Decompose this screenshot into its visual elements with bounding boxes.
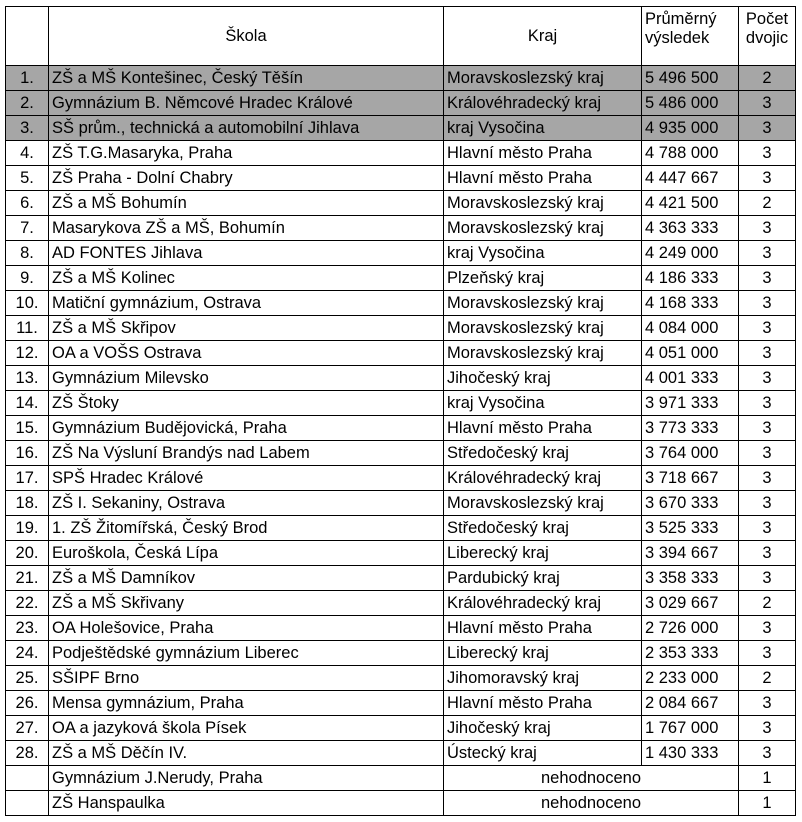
school-cell: ZŠ a MŠ Skřipov <box>49 316 444 341</box>
rank-cell: 2. <box>6 91 49 116</box>
pair-count-cell: 3 <box>739 516 796 541</box>
school-cell: OA a VOŠS Ostrava <box>49 341 444 366</box>
rank-cell: 13. <box>6 366 49 391</box>
region-cell: Moravskoslezský kraj <box>444 291 642 316</box>
school-cell: ZŠ Štoky <box>49 391 444 416</box>
rank-cell: 11. <box>6 316 49 341</box>
table-row <box>6 91 796 116</box>
results-table <box>5 6 796 816</box>
header-average-score-line2: výsledek <box>645 29 710 47</box>
region-cell: Středočeský kraj <box>444 516 642 541</box>
table-row <box>6 666 796 691</box>
table-row <box>6 616 796 641</box>
header-average-score <box>642 7 739 66</box>
region-cell: Hlavní město Praha <box>444 141 642 166</box>
header-average-score-line1: Průměrný <box>645 10 717 28</box>
table-row <box>6 166 796 191</box>
school-cell: ZŠ a MŠ Bohumín <box>49 191 444 216</box>
rank-cell: 18. <box>6 491 49 516</box>
header-rank <box>6 7 49 66</box>
rank-cell: 20. <box>6 541 49 566</box>
average-score-cell: 4 186 333 <box>642 266 739 291</box>
table-row <box>6 316 796 341</box>
school-cell: SPŠ Hradec Králové <box>49 466 444 491</box>
rank-cell: 22. <box>6 591 49 616</box>
average-score-cell: 3 773 333 <box>642 416 739 441</box>
rank-cell <box>6 766 49 791</box>
rank-cell: 21. <box>6 566 49 591</box>
pair-count-cell: 2 <box>739 666 796 691</box>
pair-count-cell: 1 <box>739 791 796 816</box>
region-cell: kraj Vysočina <box>444 116 642 141</box>
pair-count-cell: 3 <box>739 691 796 716</box>
school-cell: AD FONTES Jihlava <box>49 241 444 266</box>
school-cell: Gymnázium J.Nerudy, Praha <box>49 766 444 791</box>
region-cell: Hlavní město Praha <box>444 166 642 191</box>
rank-cell: 23. <box>6 616 49 641</box>
table-row <box>6 441 796 466</box>
header-pair-count <box>739 7 796 66</box>
table-row <box>6 266 796 291</box>
pair-count-cell: 3 <box>739 616 796 641</box>
table-row <box>6 216 796 241</box>
rank-cell: 9. <box>6 266 49 291</box>
school-cell: ZŠ Na Výsluní Brandýs nad Labem <box>49 441 444 466</box>
school-cell: OA Holešovice, Praha <box>49 616 444 641</box>
pair-count-cell: 3 <box>739 416 796 441</box>
average-score-cell: 3 670 333 <box>642 491 739 516</box>
table-row <box>6 116 796 141</box>
average-score-cell: 5 486 000 <box>642 91 739 116</box>
table-row <box>6 291 796 316</box>
table-row-unevaluated <box>6 791 796 816</box>
pair-count-cell: 3 <box>739 491 796 516</box>
pair-count-cell: 3 <box>739 216 796 241</box>
table-row <box>6 741 796 766</box>
table-row <box>6 541 796 566</box>
rank-cell: 24. <box>6 641 49 666</box>
school-cell: ZŠ a MŠ Kontešinec, Český Těšín <box>49 66 444 91</box>
pair-count-cell: 3 <box>739 316 796 341</box>
school-cell: SŠIPF Brno <box>49 666 444 691</box>
pair-count-cell: 3 <box>739 716 796 741</box>
region-cell: kraj Vysočina <box>444 391 642 416</box>
pair-count-cell: 3 <box>739 241 796 266</box>
table-row <box>6 66 796 91</box>
region-cell: Moravskoslezský kraj <box>444 191 642 216</box>
school-cell: Gymnázium B. Němcové Hradec Králové <box>49 91 444 116</box>
region-cell: Ústecký kraj <box>444 741 642 766</box>
rank-cell: 28. <box>6 741 49 766</box>
average-score-cell: 4 249 000 <box>642 241 739 266</box>
table-row <box>6 566 796 591</box>
school-cell: ZŠ a MŠ Damníkov <box>49 566 444 591</box>
school-cell: ZŠ I. Sekaniny, Ostrava <box>49 491 444 516</box>
average-score-cell: 4 447 667 <box>642 166 739 191</box>
table-row <box>6 641 796 666</box>
region-cell: Jihočeský kraj <box>444 366 642 391</box>
rank-cell: 1. <box>6 66 49 91</box>
region-cell: Liberecký kraj <box>444 541 642 566</box>
average-score-cell: 4 001 333 <box>642 366 739 391</box>
table-row <box>6 141 796 166</box>
header-row <box>6 7 796 66</box>
region-cell: Moravskoslezský kraj <box>444 66 642 91</box>
average-score-cell: 4 788 000 <box>642 141 739 166</box>
rank-cell <box>6 791 49 816</box>
region-cell: Středočeský kraj <box>444 441 642 466</box>
school-cell: Gymnázium Milevsko <box>49 366 444 391</box>
header-pair-count-line1: Počet <box>745 10 789 28</box>
region-cell: Jihočeský kraj <box>444 716 642 741</box>
average-score-cell: 4 421 500 <box>642 191 739 216</box>
pair-count-cell: 3 <box>739 166 796 191</box>
pair-count-cell: 3 <box>739 116 796 141</box>
rank-cell: 10. <box>6 291 49 316</box>
pair-count-cell: 3 <box>739 141 796 166</box>
rank-cell: 19. <box>6 516 49 541</box>
region-cell: Hlavní město Praha <box>444 616 642 641</box>
school-cell: Gymnázium Budějovická, Praha <box>49 416 444 441</box>
school-cell: Euroškola, Česká Lípa <box>49 541 444 566</box>
region-cell: Pardubický kraj <box>444 566 642 591</box>
rank-cell: 16. <box>6 441 49 466</box>
region-cell: Moravskoslezský kraj <box>444 216 642 241</box>
header-pair-count-line2: dvojic <box>745 29 789 47</box>
rank-cell: 6. <box>6 191 49 216</box>
table-row <box>6 391 796 416</box>
average-score-cell: 2 353 333 <box>642 641 739 666</box>
rank-cell: 15. <box>6 416 49 441</box>
table-row <box>6 691 796 716</box>
region-cell: Hlavní město Praha <box>444 691 642 716</box>
region-cell: Jihomoravský kraj <box>444 666 642 691</box>
table-row <box>6 366 796 391</box>
pair-count-cell: 3 <box>739 466 796 491</box>
rank-cell: 25. <box>6 666 49 691</box>
pair-count-cell: 3 <box>739 266 796 291</box>
average-score-cell: 3 394 667 <box>642 541 739 566</box>
region-cell: Moravskoslezský kraj <box>444 341 642 366</box>
average-score-cell: 3 525 333 <box>642 516 739 541</box>
rank-cell: 14. <box>6 391 49 416</box>
pair-count-cell: 2 <box>739 66 796 91</box>
pair-count-cell: 2 <box>739 191 796 216</box>
average-score-cell: 3 764 000 <box>642 441 739 466</box>
average-score-cell: 1 430 333 <box>642 741 739 766</box>
school-cell: Matiční gymnázium, Ostrava <box>49 291 444 316</box>
region-cell: kraj Vysočina <box>444 241 642 266</box>
average-score-cell: 1 767 000 <box>642 716 739 741</box>
table-row-unevaluated <box>6 766 796 791</box>
pair-count-cell: 2 <box>739 591 796 616</box>
school-cell: SŠ prům., technická a automobilní Jihlava <box>49 116 444 141</box>
table-row <box>6 716 796 741</box>
school-cell: ZŠ a MŠ Děčín IV. <box>49 741 444 766</box>
rank-cell: 8. <box>6 241 49 266</box>
pair-count-cell: 3 <box>739 566 796 591</box>
school-cell: ZŠ a MŠ Skřivany <box>49 591 444 616</box>
school-cell: ZŠ a MŠ Kolinec <box>49 266 444 291</box>
school-cell: Podještědské gymnázium Liberec <box>49 641 444 666</box>
table-row <box>6 416 796 441</box>
rank-cell: 17. <box>6 466 49 491</box>
table-row <box>6 341 796 366</box>
average-score-cell: 2 233 000 <box>642 666 739 691</box>
pair-count-cell: 3 <box>739 391 796 416</box>
pair-count-cell: 3 <box>739 641 796 666</box>
pair-count-cell: 1 <box>739 766 796 791</box>
school-cell: 1. ZŠ Žitomířská, Český Brod <box>49 516 444 541</box>
region-cell: Moravskoslezský kraj <box>444 491 642 516</box>
table-row <box>6 516 796 541</box>
average-score-cell: 5 496 500 <box>642 66 739 91</box>
header-school: Škola <box>49 7 444 66</box>
average-score-cell: 4 363 333 <box>642 216 739 241</box>
average-score-cell: 4 168 333 <box>642 291 739 316</box>
rank-cell: 7. <box>6 216 49 241</box>
status-cell: nehodnoceno <box>444 791 739 816</box>
school-cell: ZŠ T.G.Masaryka, Praha <box>49 141 444 166</box>
average-score-cell: 2 084 667 <box>642 691 739 716</box>
pair-count-cell: 3 <box>739 91 796 116</box>
table-row <box>6 466 796 491</box>
region-cell: Královéhradecký kraj <box>444 91 642 116</box>
pair-count-cell: 3 <box>739 341 796 366</box>
school-cell: OA a jazyková škola Písek <box>49 716 444 741</box>
pair-count-cell: 3 <box>739 291 796 316</box>
header-region: Kraj <box>444 7 642 66</box>
average-score-cell: 3 971 333 <box>642 391 739 416</box>
average-score-cell: 3 358 333 <box>642 566 739 591</box>
pair-count-cell: 3 <box>739 441 796 466</box>
status-cell: nehodnoceno <box>444 766 739 791</box>
pair-count-cell: 3 <box>739 741 796 766</box>
rank-cell: 12. <box>6 341 49 366</box>
rank-cell: 3. <box>6 116 49 141</box>
school-cell: ZŠ Praha - Dolní Chabry <box>49 166 444 191</box>
average-score-cell: 2 726 000 <box>642 616 739 641</box>
rank-cell: 5. <box>6 166 49 191</box>
table-row <box>6 241 796 266</box>
region-cell: Královéhradecký kraj <box>444 591 642 616</box>
pair-count-cell: 3 <box>739 366 796 391</box>
school-cell: Mensa gymnázium, Praha <box>49 691 444 716</box>
region-cell: Hlavní město Praha <box>444 416 642 441</box>
rank-cell: 4. <box>6 141 49 166</box>
school-cell: ZŠ Hanspaulka <box>49 791 444 816</box>
table-body <box>6 66 796 816</box>
table-row <box>6 191 796 216</box>
region-cell: Moravskoslezský kraj <box>444 316 642 341</box>
average-score-cell: 4 051 000 <box>642 341 739 366</box>
table-row <box>6 591 796 616</box>
school-cell: Masarykova ZŠ a MŠ, Bohumín <box>49 216 444 241</box>
average-score-cell: 3 029 667 <box>642 591 739 616</box>
rank-cell: 27. <box>6 716 49 741</box>
average-score-cell: 4 935 000 <box>642 116 739 141</box>
table-row <box>6 491 796 516</box>
region-cell: Plzeňský kraj <box>444 266 642 291</box>
pair-count-cell: 3 <box>739 541 796 566</box>
rank-cell: 26. <box>6 691 49 716</box>
region-cell: Královéhradecký kraj <box>444 466 642 491</box>
average-score-cell: 4 084 000 <box>642 316 739 341</box>
region-cell: Liberecký kraj <box>444 641 642 666</box>
average-score-cell: 3 718 667 <box>642 466 739 491</box>
